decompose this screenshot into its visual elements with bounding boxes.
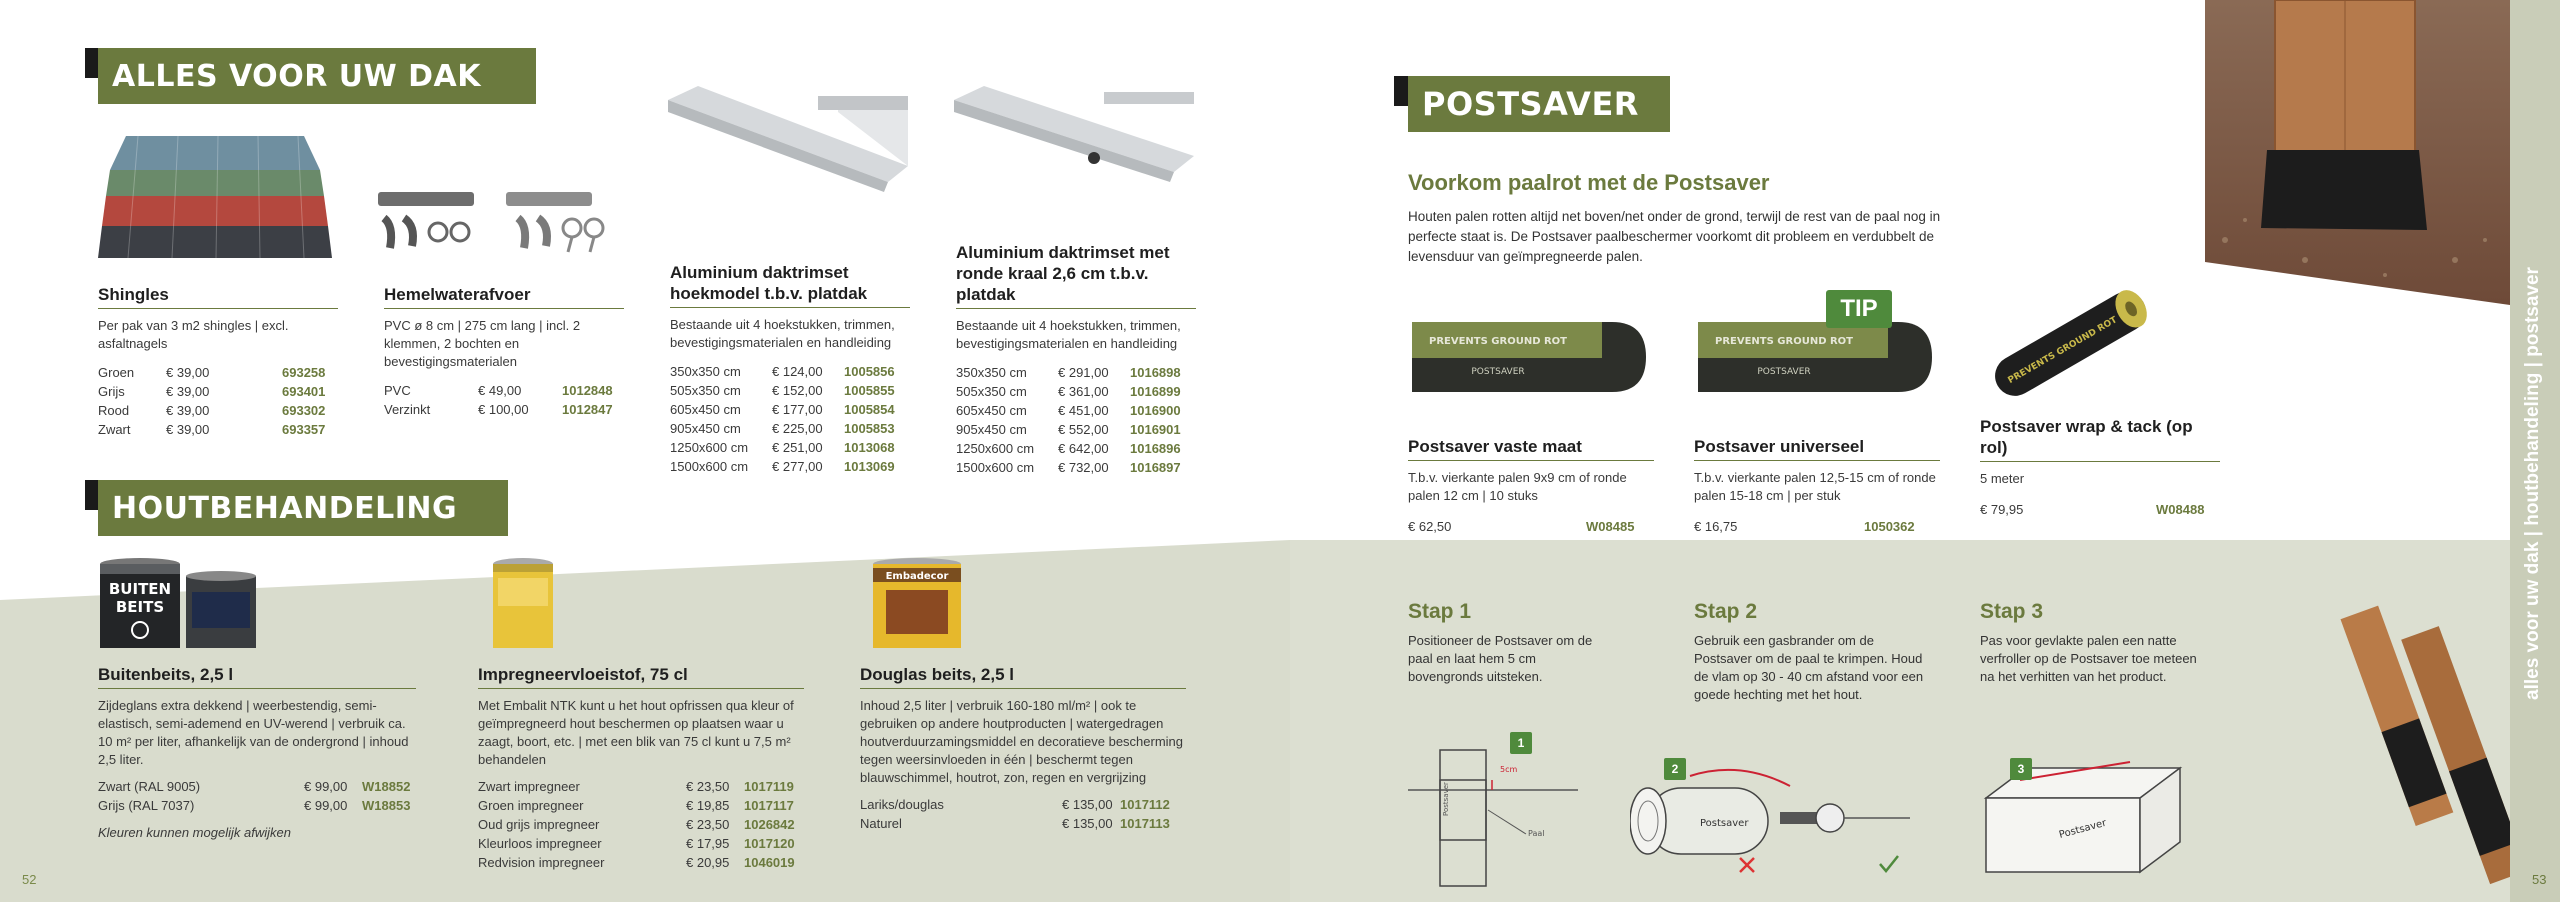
- product-daktrimset-ronde-kraal: [956, 242, 1196, 477]
- price-row: Zwart (RAL 9005) € 99,00 W18852: [98, 779, 411, 794]
- product-hemelwaterafvoer: [384, 284, 624, 419]
- trim-bead-image: [954, 86, 1199, 236]
- price-row: Lariks/douglas € 135,00 1017112: [860, 797, 1170, 812]
- price-row: Kleurloos impregneer € 17,95 1017120: [478, 836, 795, 851]
- step-1-diagram: [1408, 730, 1578, 890]
- price-row: 505x350 cm € 152,00 1005855: [670, 383, 895, 398]
- step-text: Pas voor gevlakte palen een natte verfroller op de Postsaver toe meteen na het verhitten van het product.: [1980, 633, 2197, 684]
- product-postsaver-vaste-maat: [1408, 436, 1654, 536]
- step-title: Stap 1: [1408, 600, 1472, 623]
- douglas-can-image: [870, 556, 965, 651]
- diagram-label: 5cm: [1500, 765, 1518, 774]
- diagram-label: Postsaver: [2057, 817, 2108, 841]
- product-postsaver-wrap-tack: [1980, 416, 2220, 519]
- product-description: 5 meter: [1980, 471, 2025, 486]
- diagram-label: Postsaver: [1442, 782, 1450, 816]
- step-1: [1408, 600, 1608, 686]
- impregneer-can-image: [488, 556, 558, 651]
- product-description: Per pak van 3 m2 shingles | excl. asfaltnagels: [98, 318, 289, 351]
- product-title: Postsaver wrap & tack (op rol): [1980, 416, 2220, 462]
- sleeve-label: POSTSAVER: [1471, 367, 1525, 377]
- price-row: 1500x600 cm € 277,00 1013069: [670, 459, 895, 474]
- price-row: 505x350 cm € 361,00 1016899: [956, 384, 1181, 399]
- product-impregneervloeistof: [478, 664, 804, 872]
- product-title: Postsaver vaste maat: [1408, 436, 1654, 461]
- diagram-label: Postsaver: [1700, 818, 1749, 829]
- price-row: Verzinkt € 100,00 1012847: [384, 402, 613, 417]
- price-row: Rood € 39,00 693302: [98, 403, 326, 418]
- wooden-posts-image: [2330, 600, 2510, 900]
- price-row: 905x450 cm € 552,00 1016901: [956, 422, 1181, 437]
- postsaver-roll-image: [1980, 282, 2160, 404]
- product-postsaver-universeel: [1694, 436, 1940, 536]
- product-description: Bestaande uit 4 hoekstukken, trimmen, bevestigingsmaterialen en handleiding: [670, 317, 895, 350]
- banner-tab: [1394, 76, 1408, 106]
- price-row: € 79,95 W08488: [1980, 502, 2205, 517]
- price-row: 1500x600 cm € 732,00 1016897: [956, 460, 1181, 475]
- price-row: € 16,75 1050362: [1694, 519, 1915, 534]
- banner-tab: [85, 480, 99, 510]
- product-douglas-beits: [860, 664, 1186, 833]
- price-row: 350x350 cm € 291,00 1016898: [956, 365, 1181, 380]
- step-badge: 1: [1510, 732, 1532, 754]
- product-description: Zijdeglans extra dekkend | weerbestendig, semi-elastisch, semi-ademend en UV-werend | verbruik ca. 10 m² per liter, afhankelijk van de ondergrond | inhoud 2,5 liter.: [98, 698, 409, 767]
- diagram-label: Paal: [1528, 829, 1545, 838]
- roll-label: PREVENTS GROUND ROT: [2006, 315, 2120, 386]
- postsaver-sleeve-image: [1694, 314, 1934, 400]
- product-description: Bestaande uit 4 hoekstukken, trimmen, bevestigingsmaterialen en handleiding: [956, 318, 1181, 351]
- drainpipe-image: [378, 188, 628, 260]
- can-label: Embadecor: [885, 571, 949, 582]
- price-row: Grijs € 39,00 693401: [98, 384, 326, 399]
- banner-houtbehandeling: HOUTBEHANDELING: [98, 480, 508, 536]
- step-2: [1694, 600, 1924, 704]
- banner-alles-voor-uw-dak: ALLES VOOR UW DAK: [98, 48, 536, 104]
- shingles-image: [98, 132, 333, 262]
- section-intro: Houten palen rotten altijd net boven/net onder de grond, terwijl de rest van de paal nog in perfecte staat is. De Postsaver paalbeschermer voorkomt dit probleem en verdubbelt de levensduur van geïmpregneerde palen.: [1408, 209, 1941, 264]
- product-title: Impregneervloeistof, 75 cl: [478, 664, 804, 689]
- page-number-right: 53: [2532, 872, 2547, 887]
- page-number-left: 52: [22, 872, 37, 887]
- price-row: PVC € 49,00 1012848: [384, 383, 613, 398]
- price-row: Groen € 39,00 693258: [98, 365, 326, 380]
- banner-tab: [85, 48, 99, 78]
- price-row: 1250x600 cm € 642,00 1016896: [956, 441, 1181, 456]
- postsaver-sleeve-image: [1408, 314, 1648, 400]
- step-text: Positioneer de Postsaver om de paal en laat hem 5 cm bovengronds uitsteken.: [1408, 633, 1593, 684]
- banner-postsaver: POSTSAVER: [1408, 76, 1670, 132]
- product-buitenbeits: [98, 664, 416, 840]
- product-title: Aluminium daktrimset hoekmodel t.b.v. platdak: [670, 262, 910, 308]
- step-3: [1980, 600, 2210, 686]
- tip-badge: TIP: [1826, 290, 1892, 328]
- step-badge: 3: [2010, 758, 2032, 780]
- product-title: Shingles: [98, 284, 338, 309]
- product-description: T.b.v. vierkante palen 9x9 cm of ronde palen 12 cm | 10 stuks: [1408, 470, 1627, 503]
- price-row: Zwart impregneer € 23,50 1017119: [478, 779, 794, 794]
- product-title: Douglas beits, 2,5 l: [860, 664, 1186, 689]
- product-shingles: [98, 284, 338, 439]
- price-row: Redvision impregneer € 20,95 1046019: [478, 855, 795, 870]
- product-description: T.b.v. vierkante palen 12,5-15 cm of ronde palen 15-18 cm | per stuk: [1694, 470, 1936, 503]
- section-subtitle: Voorkom paalrot met de Postsaver: [1408, 170, 1770, 195]
- vertical-section-label: alles voor uw dak | houtbehandeling | postsaver: [2522, 267, 2543, 700]
- can-label: BEITS: [115, 598, 165, 616]
- trim-corner-image: [668, 86, 913, 236]
- can-label: BUITEN: [108, 580, 172, 598]
- product-description: PVC ø 8 cm | 275 cm lang | incl. 2 klemmen, 2 bochten en bevestigingsmaterialen: [384, 318, 581, 369]
- price-row: Grijs (RAL 7037) € 99,00 W18853: [98, 798, 411, 813]
- price-row: 905x450 cm € 225,00 1005853: [670, 421, 895, 436]
- product-description: Inhoud 2,5 liter | verbruik 160-180 ml/m² | ook te gebruiken op andere houtproducten | watergedragen houtverduurzamingsmiddel en decoratieve bescherming tegen weersinvloeden in één | beschermt tegen blauwschimmel, houtrot, zon, regen en vergrijzing: [860, 698, 1184, 785]
- step-badge: 2: [1664, 758, 1686, 780]
- step-title: Stap 2: [1694, 600, 1758, 623]
- price-row: Oud grijs impregneer € 23,50 1026842: [478, 817, 795, 832]
- product-title: Postsaver universeel: [1694, 436, 1940, 461]
- price-row: 605x450 cm € 451,00 1016900: [956, 403, 1181, 418]
- product-title: Buitenbeits, 2,5 l: [98, 664, 416, 689]
- price-row: € 62,50 W08485: [1408, 519, 1635, 534]
- price-row: 605x450 cm € 177,00 1005854: [670, 402, 895, 417]
- sleeve-label: POSTSAVER: [1757, 367, 1811, 377]
- product-description: Met Embalit NTK kunt u het hout opfrissen qua kleur of geïmpregneerd hout beschermen op plaatsen waar u zaagt, boort, etc. | met een blik van 75 cl kunt u 7,5 m² behandelen: [478, 698, 794, 767]
- product-title: Hemelwaterafvoer: [384, 284, 624, 309]
- step-text: Gebruik een gasbrander om de Postsaver om de paal te krimpen. Houd de vlam op 30 - 40 cm afstand voor een goede hechting met het hout.: [1694, 633, 1924, 702]
- buitenbeits-cans-image: [98, 556, 263, 651]
- price-row: Zwart € 39,00 693357: [98, 422, 326, 437]
- sleeve-label: PREVENTS GROUND ROT: [1714, 336, 1854, 347]
- step-title: Stap 3: [1980, 600, 2044, 623]
- price-row: 350x350 cm € 124,00 1005856: [670, 364, 895, 379]
- price-row: Naturel € 135,00 1017113: [860, 816, 1170, 831]
- color-note: Kleuren kunnen mogelijk afwijken: [98, 825, 291, 840]
- product-title: Aluminium daktrimset met ronde kraal 2,6 cm t.b.v. platdak: [956, 242, 1196, 309]
- post-photo: [2205, 0, 2510, 305]
- price-row: 1250x600 cm € 251,00 1013068: [670, 440, 895, 455]
- sleeve-label: PREVENTS GROUND ROT: [1428, 336, 1568, 347]
- product-daktrimset-hoekmodel: [670, 262, 910, 476]
- price-row: Groen impregneer € 19,85 1017117: [478, 798, 794, 813]
